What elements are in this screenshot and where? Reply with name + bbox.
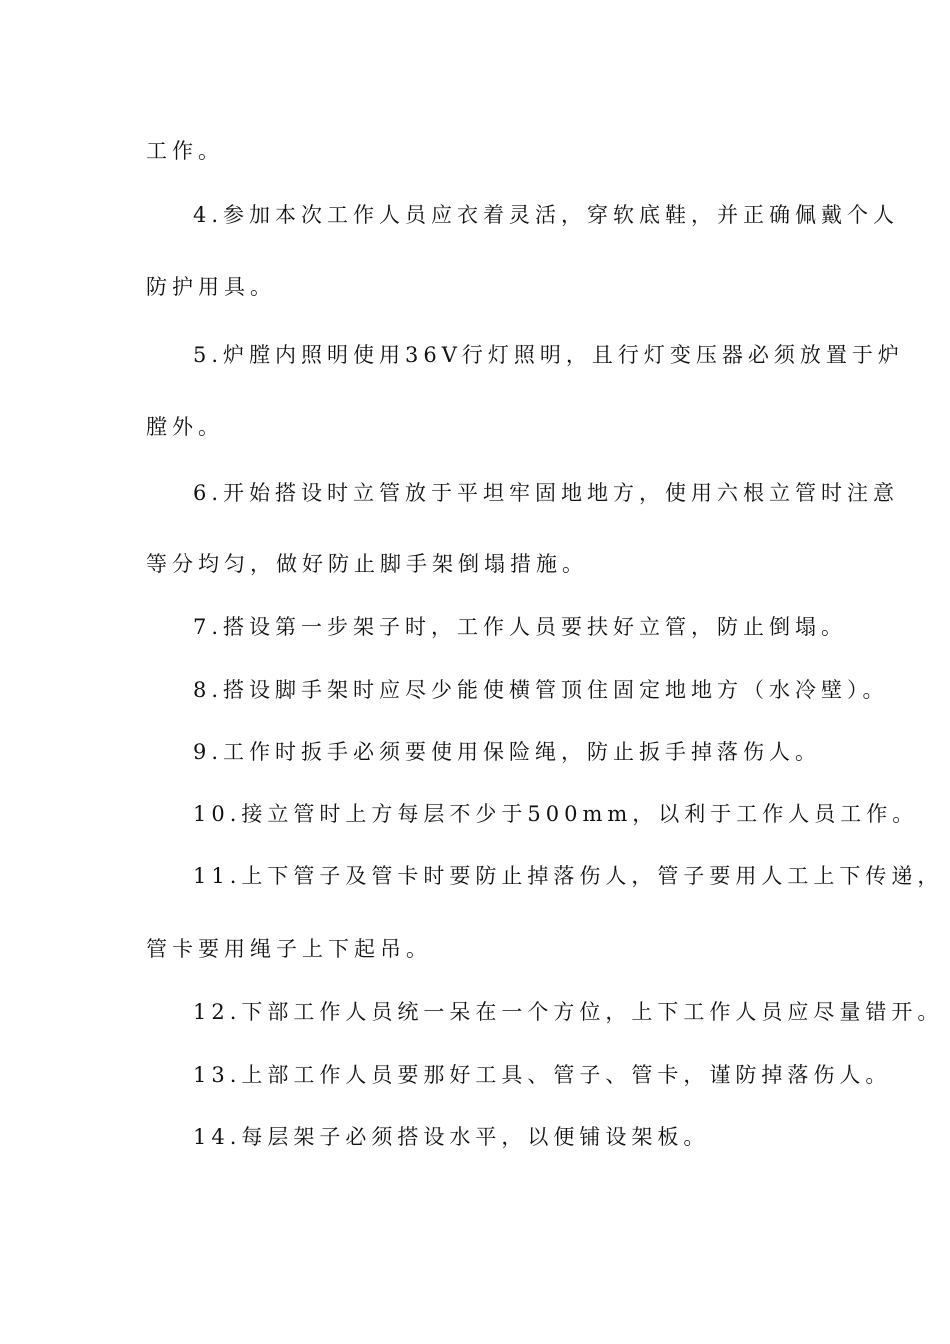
paragraph-line: 等分均匀，做好防止脚手架倒塌措施。 bbox=[146, 552, 588, 576]
paragraph-line: 10.接立管时上方每层不少于500mm，以利于工作人员工作。 bbox=[193, 802, 919, 826]
paragraph-line: 4.参加本次工作人员应衣着灵活，穿软底鞋，并正确佩戴个人 bbox=[193, 203, 900, 227]
paragraph-line: 防护用具。 bbox=[146, 275, 276, 299]
paragraph-line: 13.上部工作人员要那好工具、管子、管卡，谨防掉落伤人。 bbox=[193, 1063, 892, 1087]
paragraph-line: 8.搭设脚手架时应尽少能使横管顶住固定地地方（水冷壁）。 bbox=[193, 678, 889, 702]
paragraph-line: 7.搭设第一步架子时，工作人员要扶好立管，防止倒塌。 bbox=[193, 615, 848, 639]
paragraph-line: 5.炉膛内照明使用36V行灯照明，且行灯变压器必须放置于炉 bbox=[193, 343, 904, 367]
paragraph-line: 膛外。 bbox=[146, 415, 224, 439]
paragraph-line: 12.下部工作人员统一呆在一个方位，上下工作人员应尽量错开。 bbox=[193, 1000, 944, 1024]
paragraph-line: 6.开始搭设时立管放于平坦牢固地地方，使用六根立管时注意 bbox=[193, 481, 900, 505]
paragraph-line: 工作。 bbox=[146, 139, 224, 163]
paragraph-line: 14.每层架子必须搭设水平，以便铺设架板。 bbox=[193, 1125, 710, 1149]
paragraph-line: 11.上下管子及管卡时要防止掉落伤人，管子要用人工上下传递， bbox=[193, 864, 944, 888]
paragraph-line: 管卡要用绳子上下起吊。 bbox=[146, 937, 432, 961]
paragraph-line: 9.工作时扳手必须要使用保险绳，防止扳手掉落伤人。 bbox=[193, 740, 822, 764]
